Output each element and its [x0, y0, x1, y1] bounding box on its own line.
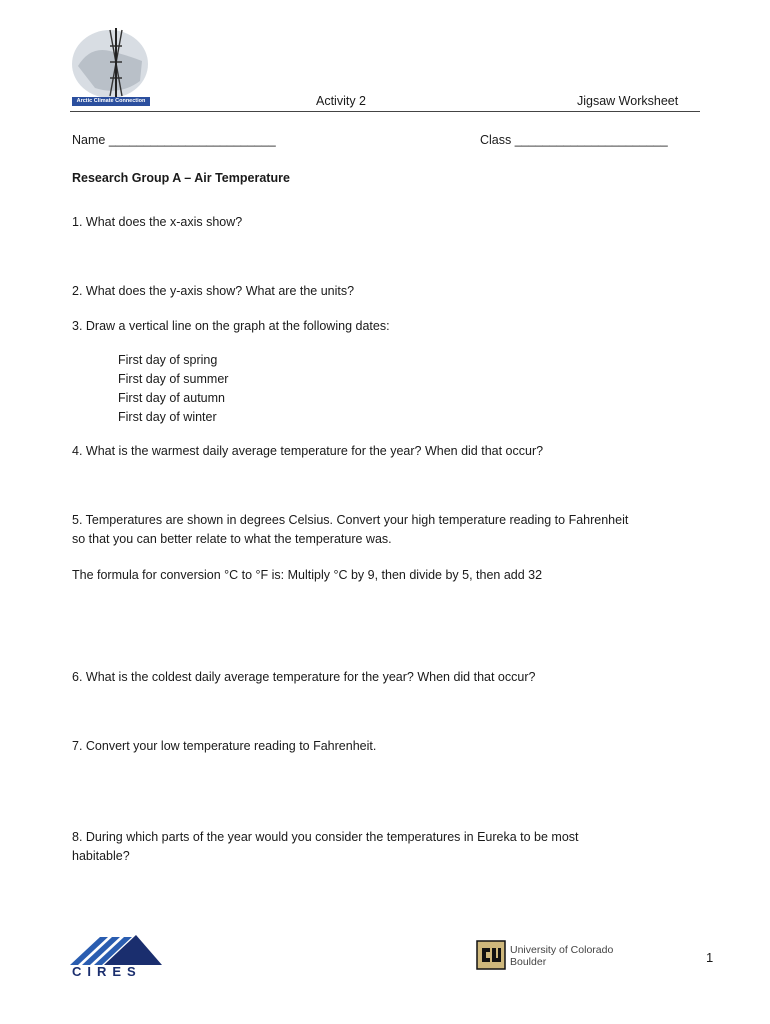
question-5-line-1: 5. Temperatures are shown in degrees Celsius. Convert your high temperature reading to Fahrenheit: [72, 513, 629, 527]
question-5-line-2: so that you can better relate to what the temperature was.: [72, 532, 392, 546]
question-8-line-2: habitable?: [72, 849, 130, 863]
list-item: First day of autumn: [118, 391, 225, 405]
list-item: First day of summer: [118, 372, 229, 386]
activity-label: Activity 2: [316, 94, 367, 108]
question-8-line-1: 8. During which parts of the year would you consider the temperatures in Eureka to be most: [72, 830, 579, 844]
class-field: Class ______________________: [480, 133, 668, 147]
question-4: 4. What is the warmest daily average temperature for the year? When did that occur?: [72, 444, 544, 458]
section-title: Research Group A – Air Temperature: [72, 171, 290, 185]
list-item: First day of winter: [118, 410, 217, 424]
arctic-climate-connection-logo: [70, 26, 150, 106]
question-1: 1. What does the x-axis show?: [72, 215, 243, 229]
worksheet-label: Jigsaw Worksheet: [577, 94, 679, 108]
name-field: Name ________________________: [72, 133, 276, 147]
university-name: [510, 944, 613, 968]
university-line-2: Boulder: [510, 956, 547, 968]
question-6: 6. What is the coldest daily average temperature for the year? When did that occur?: [72, 670, 536, 684]
list-item: First day of spring: [118, 353, 218, 367]
conversion-formula: The formula for conversion °C to °F is: Multiply °C by 9, then divide by 5, then add 32: [72, 568, 543, 582]
page-number: 1: [706, 950, 714, 965]
cires-label: CIRES: [72, 964, 142, 979]
university-line-1: University of Colorado: [510, 944, 614, 956]
header-divider: [70, 111, 700, 112]
question-2: 2. What does the y-axis show? What are the units?: [72, 284, 355, 298]
question-7: 7. Convert your low temperature reading to Fahrenheit.: [72, 739, 377, 753]
logo-banner: Arctic Climate Connection: [72, 97, 150, 106]
cu-boulder-logo: [476, 940, 506, 970]
question-3: 3. Draw a vertical line on the graph at the following dates:: [72, 319, 390, 333]
